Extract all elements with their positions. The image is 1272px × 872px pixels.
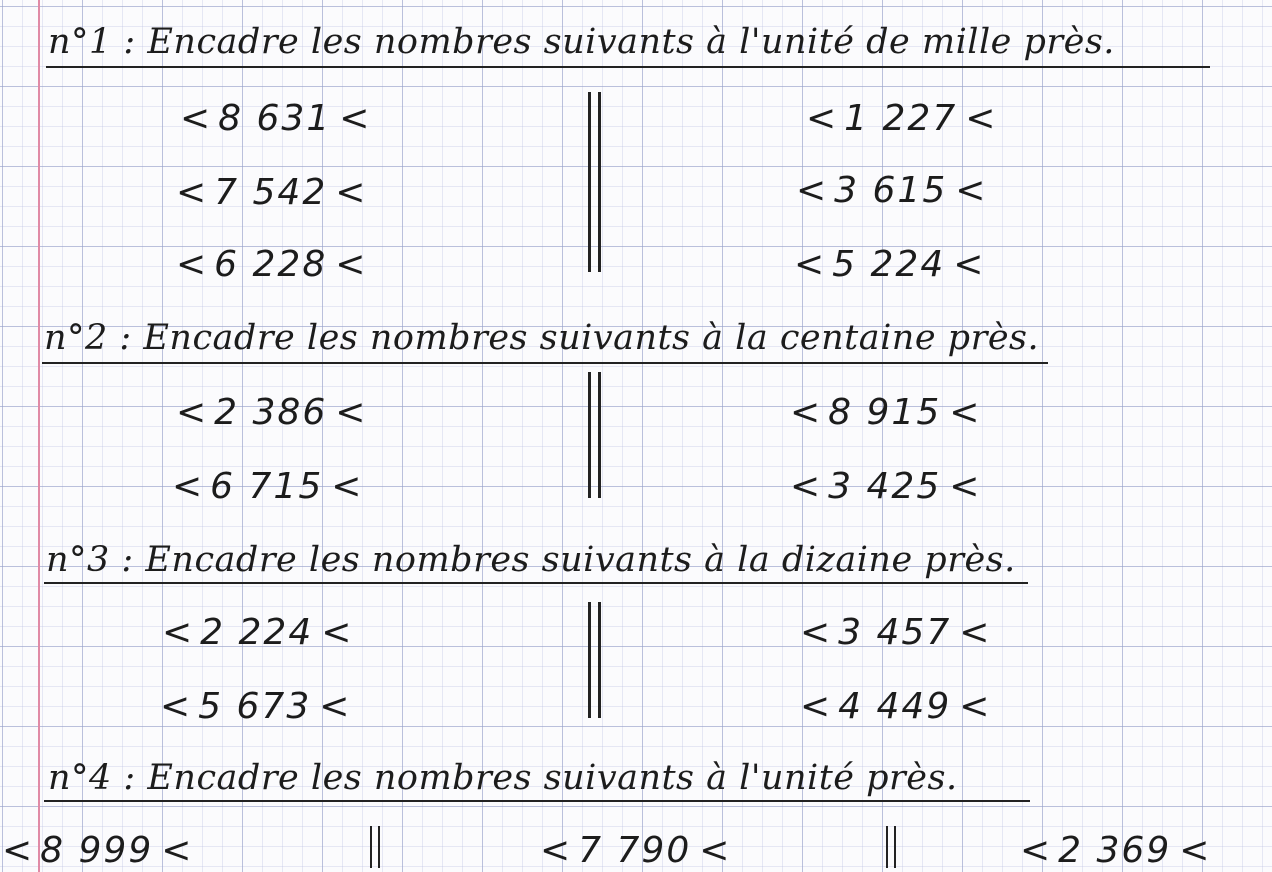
exercise-2-right-frame-2: < 3 425 <: [790, 466, 980, 507]
number: 1 227: [844, 98, 958, 139]
exercise-3-underline: [44, 582, 1028, 584]
number: 2 224: [200, 612, 314, 653]
number: 3 615: [834, 170, 948, 211]
exercise-4-separator-2b: [894, 826, 896, 868]
number: 8 999: [40, 830, 154, 871]
exercise-3-left-frame-1: < 2 224 <: [162, 612, 352, 653]
exercise-2-left-frame-1: < 2 386 <: [176, 392, 366, 433]
number: 5 673: [198, 686, 312, 727]
number: 8 631: [218, 98, 332, 139]
number: 7 542: [214, 172, 328, 213]
exercise-1-right-frame-2: < 3 615 <: [796, 170, 986, 211]
exercise-2-underline: [42, 362, 1048, 364]
exercise-3-right-frame-2: < 4 449 <: [800, 686, 990, 727]
exercise-2-title: n°2 : Encadre les nombres suivants à la centaine près.: [44, 318, 1040, 358]
exercise-3-separator-b: [598, 602, 601, 718]
number: 3 457: [838, 612, 952, 653]
number: 2 386: [214, 392, 328, 433]
exercise-2-left-frame-2: < 6 715 <: [172, 466, 362, 507]
number: 2 369: [1058, 830, 1172, 871]
number: 6 715: [210, 466, 324, 507]
exercise-1-left-frame-2: < 7 542 <: [176, 172, 366, 213]
exercise-2-separator-a: [588, 372, 591, 498]
exercise-1-separator-a: [588, 92, 591, 272]
number: 5 224: [832, 244, 946, 285]
exercise-1-right-frame-1: < 1 227 <: [806, 98, 996, 139]
exercise-4-separator-2a: [886, 826, 888, 868]
exercise-1-separator-b: [598, 92, 601, 272]
exercise-3-title: n°3 : Encadre les nombres suivants à la dizaine près.: [46, 540, 1016, 580]
exercise-1-left-frame-1: < 8 631 <: [180, 98, 370, 139]
exercise-4-underline: [44, 800, 1030, 802]
exercise-3-separator-a: [588, 602, 591, 718]
exercise-1-underline: [46, 66, 1210, 68]
exercise-2-separator-b: [598, 372, 601, 498]
exercise-3-right-frame-1: < 3 457 <: [800, 612, 990, 653]
exercise-4-title: n°4 : Encadre les nombres suivants à l'unité près.: [48, 758, 958, 798]
number: 7 790: [578, 830, 692, 871]
exercise-4-separator-1b: [378, 826, 380, 868]
exercise-1-left-frame-3: < 6 228 <: [176, 244, 366, 285]
number: 3 425: [828, 466, 942, 507]
exercise-2-right-frame-1: < 8 915 <: [790, 392, 980, 433]
number: 8 915: [828, 392, 942, 433]
exercise-1-title: n°1 : Encadre les nombres suivants à l'unité de mille près.: [48, 22, 1115, 62]
exercise-4-separator-1a: [370, 826, 372, 868]
exercise-4-frame-2: < 7 790 <: [540, 830, 730, 871]
exercise-1-right-frame-3: < 5 224 <: [794, 244, 984, 285]
exercise-3-left-frame-2: < 5 673 <: [160, 686, 350, 727]
number: 4 449: [838, 686, 952, 727]
notebook-margin-line: [38, 0, 40, 872]
exercise-4-frame-1: < 8 999 <: [2, 830, 192, 871]
exercise-4-frame-3: < 2 369 <: [1020, 830, 1210, 871]
number: 6 228: [214, 244, 328, 285]
